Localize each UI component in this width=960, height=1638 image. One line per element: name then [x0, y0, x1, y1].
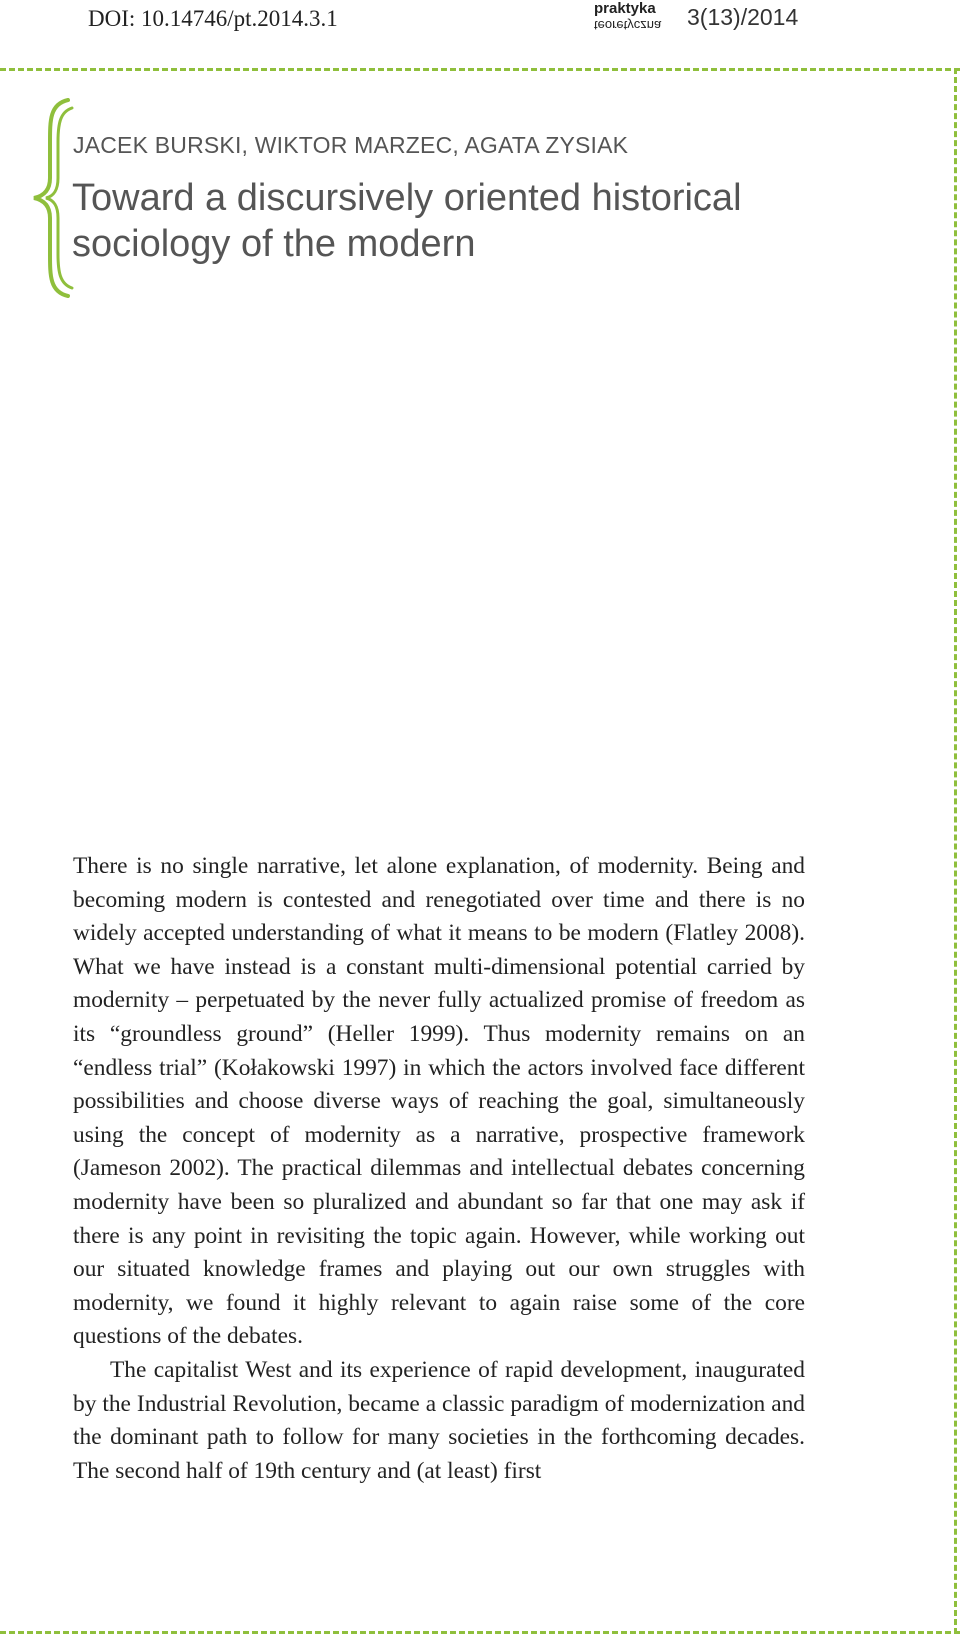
journal-logo-top: praktyka	[594, 0, 656, 17]
frame-top-border	[0, 68, 960, 71]
issue-number: 3(13)/2014	[687, 4, 799, 30]
paragraph-2: The capitalist West and its experience of rapid development, inaugurated by the Industrial Revolution, became a classic paradigm of modernization and the dominant path to follow for many societies in the forthcoming decades. The second half of 19th century and (at least) first	[73, 1356, 805, 1484]
article-title: Toward a discursively oriented historical sociology of the modern	[72, 177, 742, 265]
journal-logo-bottom: teoretyczna	[594, 18, 662, 33]
curly-brace-icon	[28, 98, 74, 298]
article-body	[73, 850, 805, 1488]
doi-label: DOI: 10.14746/pt.2014.3.1	[88, 6, 338, 31]
journal-header	[594, 0, 799, 40]
frame-right-border	[954, 68, 957, 1634]
paragraph-1: There is no single narrative, let alone explanation, of modernity. Being and becoming modern is contested and renegotiated over time and there is no widely accepted understanding of what it means to be modern (Flatley 2008). What we have instead is a constant multi-dimensional potential carried by modernity – perpetuated by the never fully actualized promise of freedom as its “groundless ground” (Heller 1999). Thus modernity remains on an “endless trial” (Kołakowski 1997) in which the actors involved face different possibilities and choose diverse ways of reaching the goal, simultaneously using the concept of modernity as a narrative, prospective framework (Jameson 2002). The practical dilemmas and intellectual debates concerning modernity have been so pluralized and abundant so far that one may ask if there is any point in revisiting the topic again. However, while working out our situated knowledge frames and playing out our own struggles with modernity, we found it highly relevant to again raise some of the core questions of the debates.	[73, 853, 805, 1350]
frame-bottom-border	[0, 1631, 960, 1634]
article-authors: JACEK BURSKI, WIKTOR MARZEC, AGATA ZYSIAK	[73, 132, 629, 158]
